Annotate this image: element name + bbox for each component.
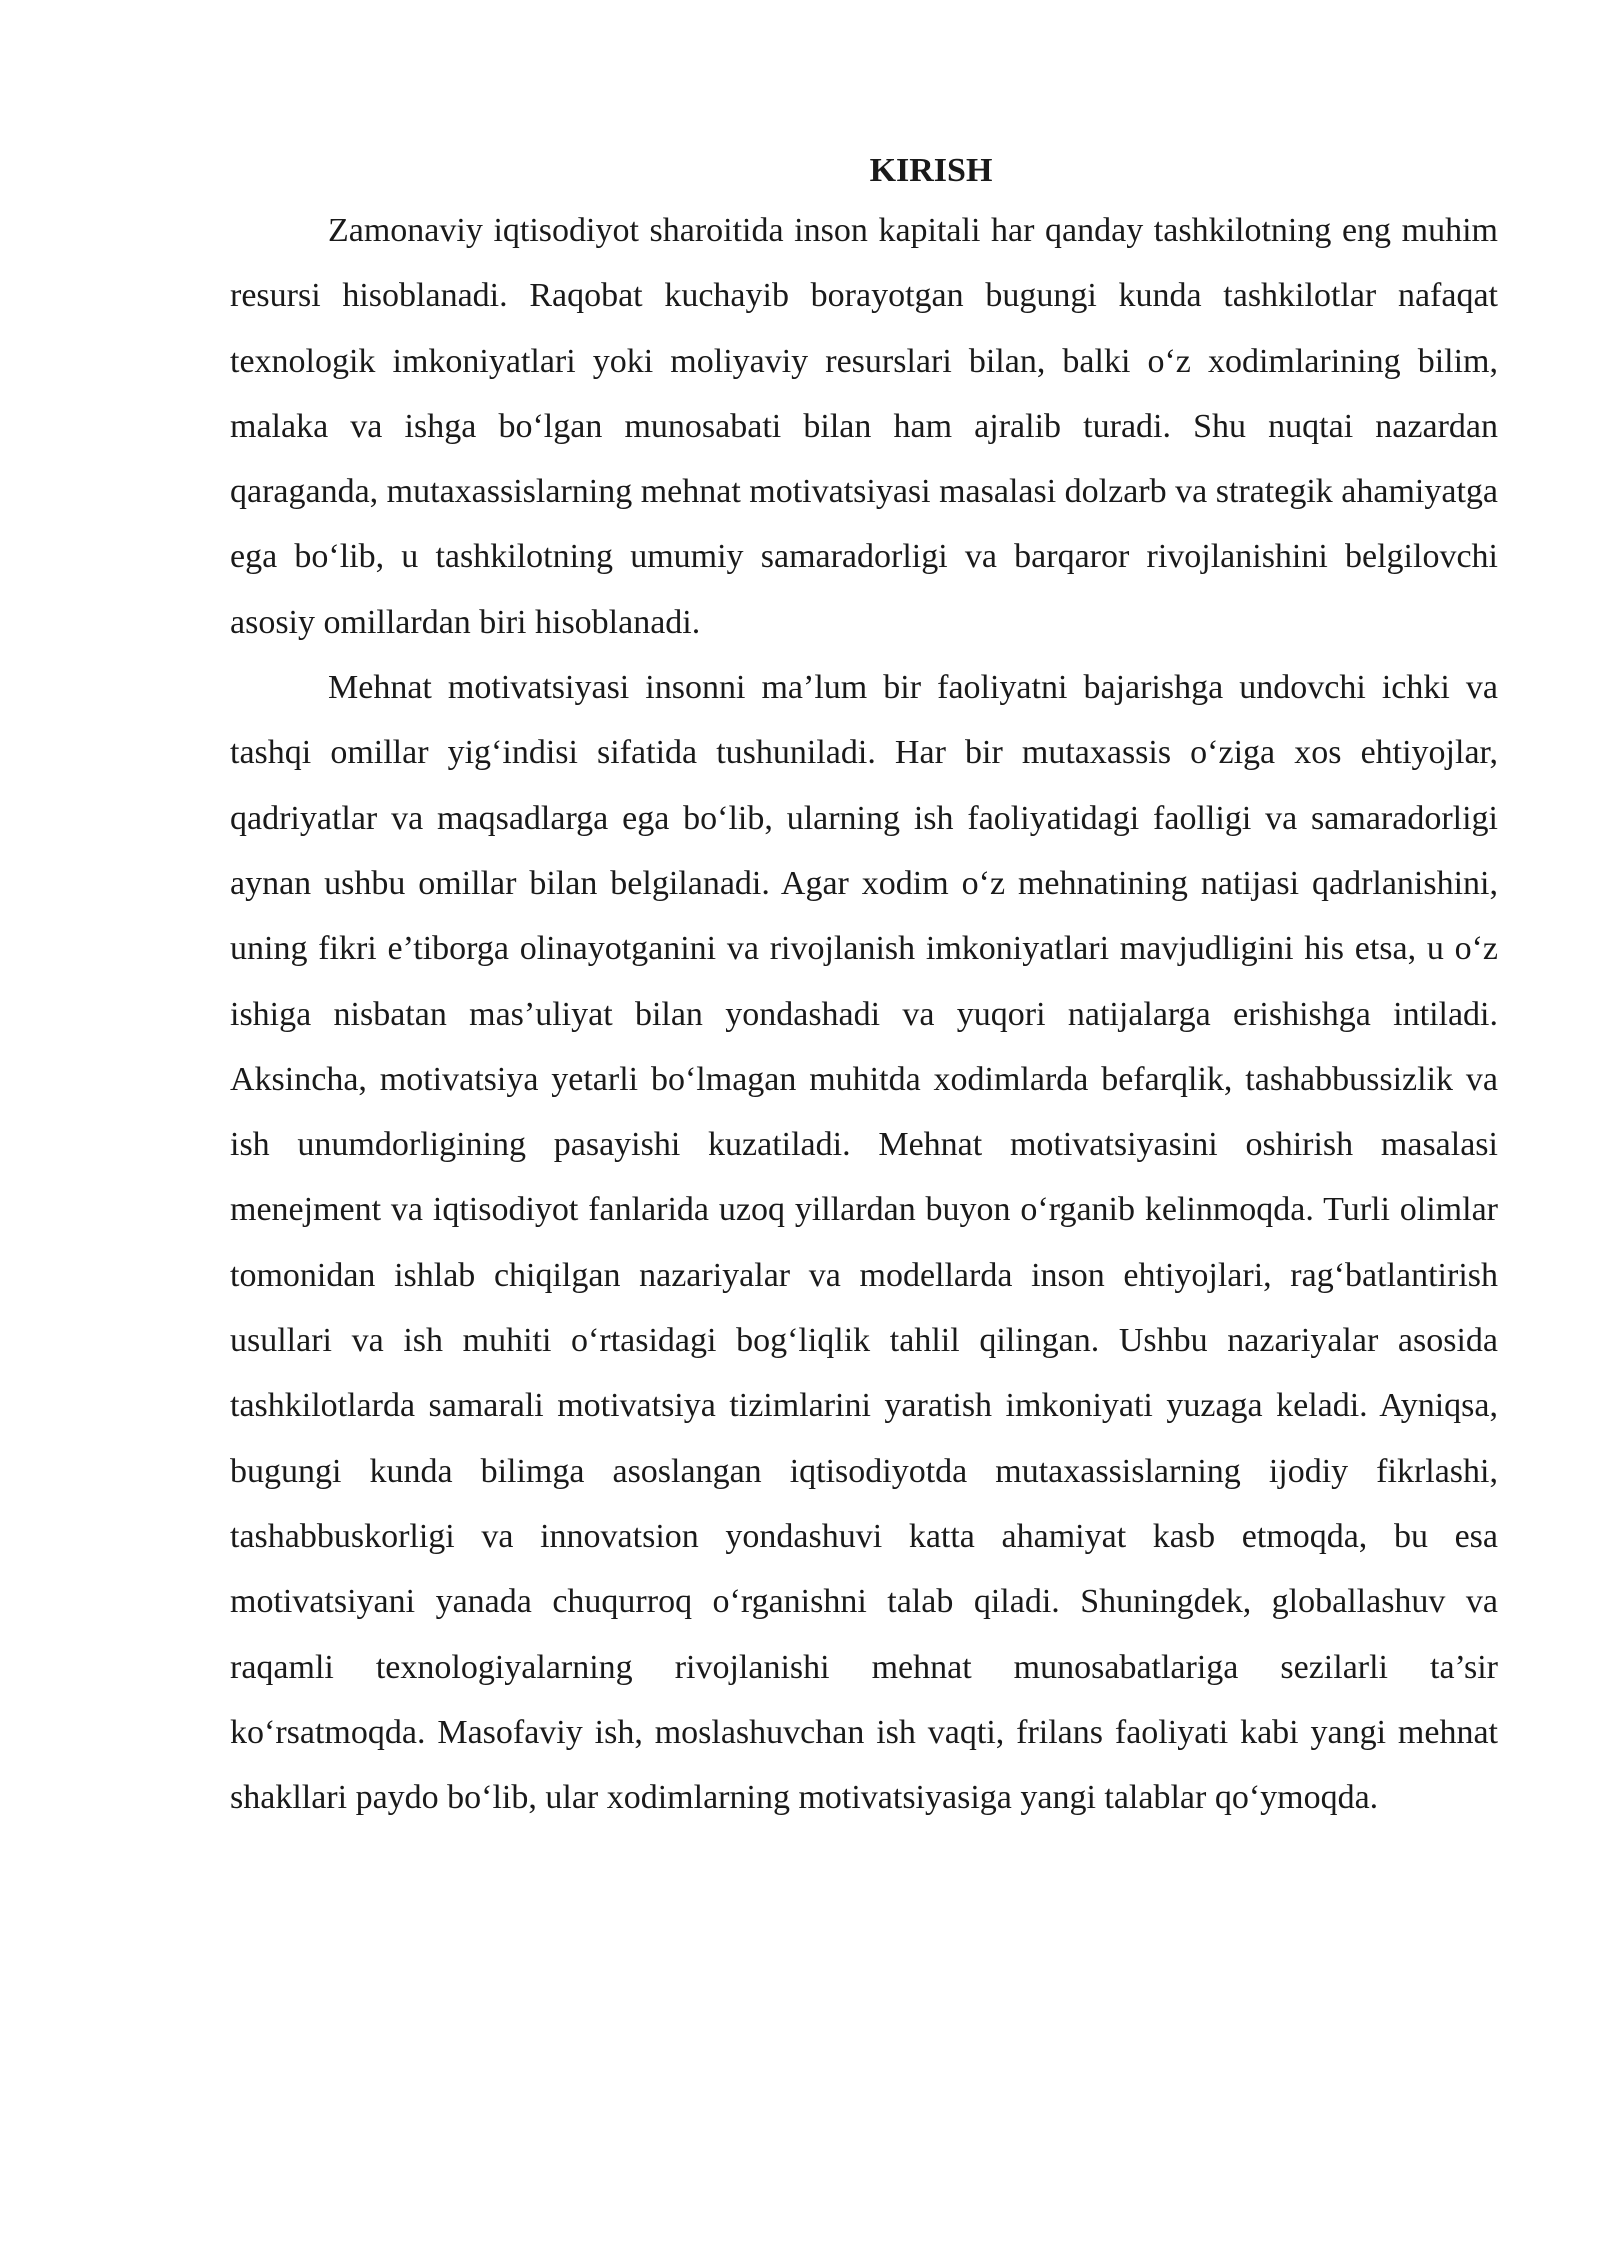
document-body: [230, 148, 1498, 1830]
paragraph-1: Zamonaviy iqtisodiyot sharoitida inson kapitali har qanday tashkilotning eng muhim resursi hisoblanadi. Raqobat kuchayib borayotgan bugungi kunda tashkilotlar nafaqat texnologik imkoniyatlari yoki moliyaviy resurslari bilan, balki o‘z xodimlarining bilim, malaka va ishga bo‘lgan munosabati bilan ham ajralib turadi. Shu nuqtai nazardan qaraganda, mutaxassislarning mehnat motivatsiyasi masalasi dolzarb va strategik ahamiyatga ega bo‘lib, u tashkilotning umumiy samaradorligi va barqaror rivojlanishini belgilovchi asosiy omillardan biri hisoblanadi.: [230, 212, 1498, 641]
paragraph-2: Mehnat motivatsiyasi insonni ma’lum bir faoliyatni bajarishga undovchi ichki va tashqi omillar yig‘indisi sifatida tushuniladi. Har bir mutaxassis o‘ziga xos ehtiyojlar, qadriyatlar va maqsadlarga ega bo‘lib, ularning ish faoliyatidagi faolligi va samaradorligi aynan ushbu omillar bilan belgilanadi. Agar xodim o‘z mehnatining natijasi qadrlanishini, uning fikri e’tiborga olinayotganini va rivojlanish imkoniyatlari mavjudligini his etsa, u o‘z ishiga nisbatan mas’uliyat bilan yondashadi va yuqori natijalarga erishishga intiladi. Aksincha, motivatsiya yetarli bo‘lmagan muhitda xodimlarda befarqlik, tashabbussizlik va ish unumdorligining pasayishi kuzatiladi. Mehnat motivatsiyasini oshirish masalasi menejment va iqtisodiyot fanlarida uzoq yillardan buyon o‘rganib kelinmoqda. Turli olimlar tomonidan ishlab chiqilgan nazariyalar va modellarda inson ehtiyojlari, rag‘batlantirish usullari va ish muhiti o‘rtasidagi bog‘liqlik tahlil qilingan. Ushbu nazariyalar asosida tashkilotlarda samarali motivatsiya tizimlarini yaratish imkoniyati yuzaga keladi. Ayniqsa, bugungi kunda bilimga asoslangan iqtisodiyotda mutaxassislarning ijodiy fikrlashi, tashabbuskorligi va innovatsion yondashuvi katta ahamiyat kasb etmoqda, bu esa motivatsiyani yanada chuqurroq o‘rganishni talab qiladi. Shuningdek, globallashuv va raqamli texnologiyalarning rivojlanishi mehnat munosabatlariga sezilarli ta’sir ko‘rsatmoqda. Masofaviy ish, moslashuvchan ish vaqti, frilans faoliyati kabi yangi mehnat shakllari paydo bo‘lib, ular xodimlarning motivatsiyasiga yangi talablar qo‘ymoqda.: [230, 669, 1498, 1817]
page-title: KIRISH: [869, 152, 993, 189]
